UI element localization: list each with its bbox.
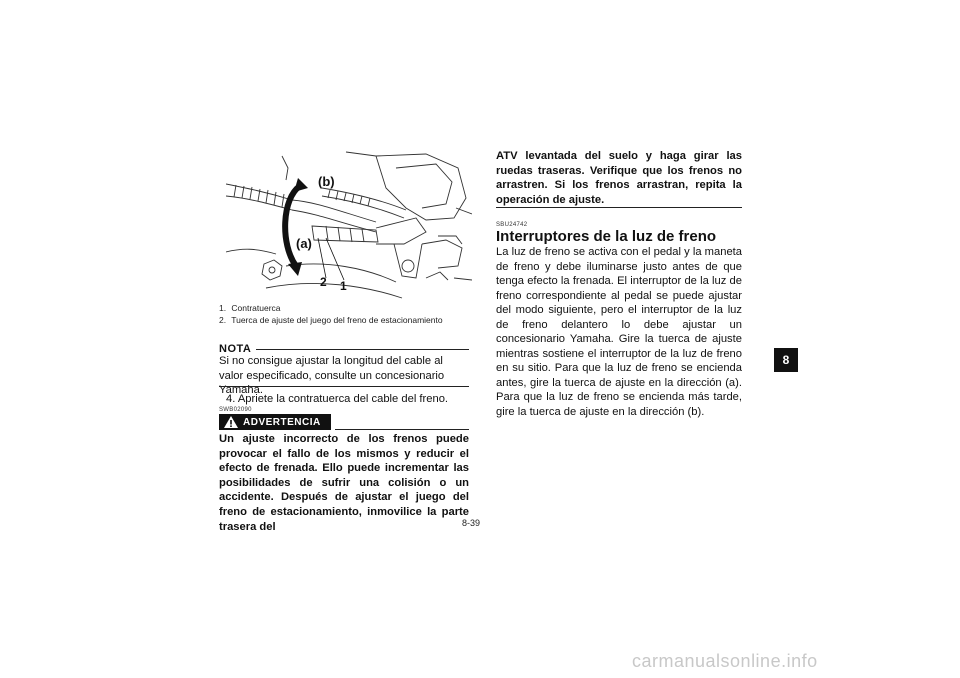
warning-text: Un ajuste incorrecto de los frenos puede provocar el fallo de los mismos y reducir el efecto de frenada. Ello puede incrementar las posibilidades de sufrir una colisión o un accidente. Después de ajustar el juego del freno de estacionamiento, inmovilice la parte trasera del [219,433,469,533]
section-body: La luz de freno se activa con el pedal y la maneta de freno y debe iluminarse justo antes de que tenga efecto la frenada. El interruptor de la luz de freno correspondiente al pedal se puede ajustar del modo siguiente, pero el interruptor de la luz de freno delantero lo debe ajustar un concesionario Yamaha. Gire la tuerca de ajuste mientras sostiene el interruptor de la luz de freno en su sitio. Para que la luz de freno se encienda antes, gire la tuerca de ajuste en la dirección (a). Para que la luz de freno se encienda más tarde, gire la tuerca de ajuste en la dirección (b). [496,246,742,419]
warning-badge [219,414,331,430]
caption-2 [219,315,443,326]
caption-number: 2. [219,315,227,325]
nota-bottom-rule [219,386,469,387]
caption-text: Contratuerca [231,303,281,313]
warning-triangle-icon [223,414,239,430]
chapter-tab: 8 [774,348,798,372]
section-title: Interruptores de la luz de freno [496,228,717,245]
figure-label-a: (a) [296,236,312,251]
nota-text: Si no consigue ajustar la longitud del cable al valor especificado, consulte un concesionario Yamaha. [219,355,445,396]
warning-code: SWB02090 [219,407,252,413]
brake-cable-illustration [226,148,472,300]
figure-label-b: (b) [318,174,335,189]
section-code: SBU24742 [496,222,528,228]
warning-end-rule [496,207,742,208]
figure-label-2: 2 [320,275,327,289]
caption-number: 1. [219,303,227,313]
step-4: 4. Apriete la contratuerca del cable del freno. [226,393,449,405]
brake-adjuster-drawing [226,148,472,300]
watermark: carmanualsonline.info [632,651,818,671]
page-number: 8-39 [462,518,481,528]
warning-rule [335,429,469,430]
warning-label: ADVERTENCIA [243,416,321,428]
caption-1 [219,303,281,314]
caption-text: Tuerca de ajuste del juego del freno de estacionamiento [231,315,443,325]
nota-label: NOTA [219,343,252,355]
figure-label-1: 1 [340,279,347,293]
warning-continuation: ATV levantada del suelo y haga girar las ruedas traseras. Verifique que los frenos no arrastren. Si los frenos arrastran, repita la operación de ajuste. [496,150,742,206]
nota-top-rule [256,349,469,350]
